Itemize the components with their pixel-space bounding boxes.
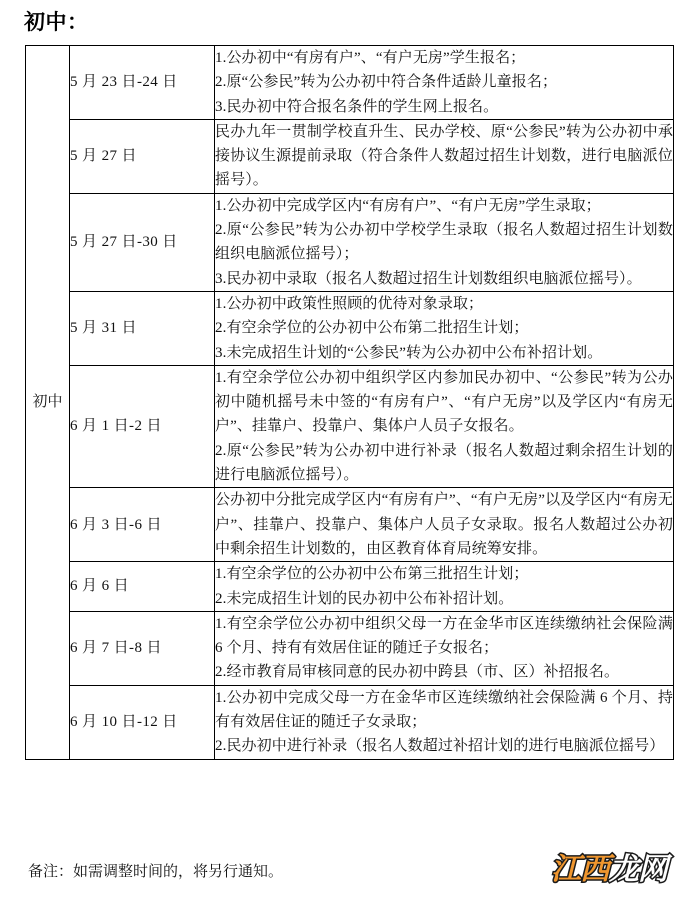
content-cell — [215, 488, 674, 562]
content-line: 1.有空余学位公办初中组织父母一方在金华市区连续缴纳社会保险满 6 个月、持有有效居住证的随迁子女报名； — [215, 615, 673, 657]
content-line: 3.未完成招生计划的“公参民”转为公办初中公布补招计划。 — [215, 344, 603, 361]
date-cell: 5 月 27 日-30 日 — [70, 193, 215, 291]
date-cell: 5 月 27 日 — [70, 119, 215, 193]
content-line: 2.民办初中进行补录（报名人数超过补招计划的进行电脑派位摇号） — [215, 738, 665, 755]
content-line: 2.有空余学位的公办初中公布第二批招生计划； — [215, 320, 529, 337]
date-cell: 6 月 1 日-2 日 — [70, 365, 215, 487]
stage-label-cell: 初中 — [26, 46, 70, 760]
content-line: 3.民办初中符合报名条件的学生网上报名。 — [215, 98, 499, 115]
content-line: 2.经市教育局审核同意的民办初中跨县（市、区）补招报名。 — [215, 664, 620, 681]
content-line: 1.有空余学位的公办初中公布第三批招生计划； — [215, 566, 529, 583]
content-cell — [215, 365, 674, 487]
table-row — [26, 562, 674, 612]
content-line: 2.原“公参民”转为公办初中符合条件适龄儿童报名； — [215, 74, 558, 91]
table-row — [26, 611, 674, 685]
content-cell — [215, 119, 674, 193]
table-row — [26, 193, 674, 291]
date-cell: 6 月 10 日-12 日 — [70, 685, 215, 759]
date-cell: 5 月 23 日-24 日 — [70, 46, 215, 120]
date-cell: 6 月 6 日 — [70, 562, 215, 612]
date-cell: 5 月 31 日 — [70, 291, 215, 365]
site-watermark — [551, 852, 667, 887]
content-cell — [215, 291, 674, 365]
table-row — [26, 365, 674, 487]
schedule-table-container — [25, 45, 673, 760]
content-line: 1.有空余学位公办初中组织学区内参加民办初中、“公参民”转为公办初中随机摇号未中签的“有房有户”、“有户无房”以及学区内“有房无户”、挂靠户、投靠户、集体户人员子女报名。 — [215, 369, 673, 435]
content-line: 2.原“公参民”转为公办初中学校学生录取（报名人数超过招生计划数组织电脑派位摇号）； — [215, 222, 673, 263]
footer-remark: 备注：如需调整时间的，将另行通知。 — [28, 864, 284, 880]
content-line: 3.民办初中录取（报名人数超过招生计划数组织电脑派位摇号）。 — [215, 270, 642, 287]
watermark-part-one: 江西 — [551, 852, 609, 887]
content-cell — [215, 562, 674, 612]
content-line: 公办初中分批完成学区内“有房有户”、“有户无房”以及学区内“有房无户”、挂靠户、投靠户、集体户人员子女录取。报名人数超过公办初中剩余招生计划数的，由区教育体育局统筹安排。 — [215, 492, 673, 557]
table-row — [26, 119, 674, 193]
content-cell — [215, 46, 674, 120]
date-cell: 6 月 3 日-6 日 — [70, 488, 215, 562]
enrollment-schedule-table — [25, 45, 674, 760]
content-line: 2.原“公参民”转为公办初中进行补录（报名人数超过剩余招生计划的进行电脑派位摇号）。 — [215, 442, 673, 484]
page-title: 初中： — [24, 10, 89, 34]
watermark-part-two: 龙网 — [609, 852, 667, 887]
table-body — [26, 46, 674, 760]
content-cell — [215, 685, 674, 759]
content-line: 2.未完成招生计划的民办初中公布补招计划。 — [215, 590, 514, 607]
table-row — [26, 685, 674, 759]
content-line: 1.公办初中完成学区内“有房有户”、“有户无房”学生录取； — [215, 197, 601, 214]
table-row — [26, 291, 674, 365]
table-row — [26, 46, 674, 120]
content-line: 1.公办初中完成父母一方在金华市区连续缴纳社会保险满 6 个月、持有有效居住证的随迁子女录取； — [215, 689, 673, 731]
content-cell — [215, 611, 674, 685]
content-line: 1.公办初中政策性照顾的优待对象录取； — [215, 295, 484, 312]
content-line: 1.公办初中“有房有户”、“有户无房”学生报名； — [215, 50, 526, 66]
content-line: 民办九年一贯制学校直升生、民办学校、原“公参民”转为公办初中承接协议生源提前录取（符合条件人数超过招生计划数，进行电脑派位摇号）。 — [215, 123, 673, 189]
date-cell: 6 月 7 日-8 日 — [70, 611, 215, 685]
table-row — [26, 488, 674, 562]
content-cell — [215, 193, 674, 291]
